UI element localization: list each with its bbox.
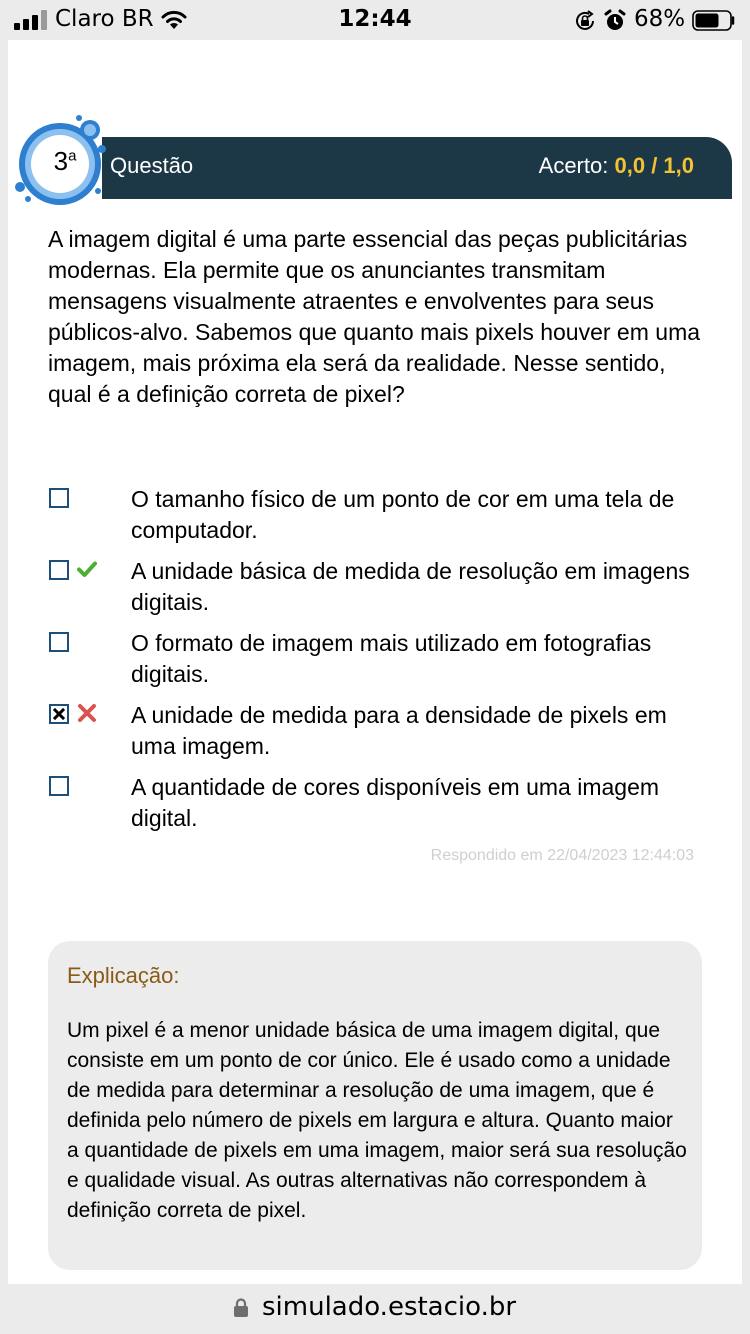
explanation-panel — [48, 941, 702, 1270]
battery-percentage: 68% — [634, 6, 686, 32]
option-text: A unidade básica de medida de resolução em imagens digitais. — [131, 558, 690, 615]
answered-timestamp: Respondido em 22/04/2023 12:44:03 — [430, 847, 694, 864]
lock-icon — [233, 1298, 249, 1318]
wrong-x-icon — [76, 702, 98, 724]
option-checkbox[interactable] — [49, 776, 69, 796]
score-value: 0,0 — [614, 153, 646, 178]
option-text: O formato de imagem mais utilizado em fotografias digitais. — [131, 630, 652, 687]
question-number: 3$^a$ — [53, 146, 77, 176]
clock-time: 12:44 — [338, 6, 412, 32]
explanation-title: Explicação: — [67, 963, 180, 988]
score-label: Acerto: — [538, 153, 609, 178]
page-content — [8, 40, 742, 1284]
correct-check-icon — [76, 558, 98, 580]
option-text: A unidade de medida para a densidade de pixels em uma imagem. — [131, 702, 667, 759]
status-bar — [0, 0, 750, 40]
alarm-icon — [604, 9, 626, 32]
option-text: O tamanho físico de um ponto de cor em uma tela de computador. — [131, 486, 675, 543]
question-label: Questão — [110, 153, 194, 178]
explanation-text: Um pixel é a menor unidade básica de uma imagem digital, que consiste em um ponto de cor único. Ele é usado como a unidade de medida para determinar a resolução de uma imagem, que é definida pelo número de pixels em largura e altura. Quanto maior a quantidade de pixels em uma imagem, maior será sua resolução e qualidade visual. As outras alternativas não correspondem à definição correta de pixel. — [67, 1019, 687, 1222]
question-header — [102, 137, 732, 199]
option-checkbox[interactable] — [49, 632, 69, 652]
score-total: / 1,0 — [651, 153, 694, 178]
option-checkbox-checked[interactable] — [49, 704, 69, 724]
browser-url-bar[interactable] — [0, 1284, 750, 1334]
checked-x-icon — [51, 706, 67, 722]
option-checkbox[interactable] — [49, 488, 69, 508]
url-text[interactable]: simulado.estacio.br — [262, 1292, 517, 1322]
option-text: A quantidade de cores disponíveis em uma imagem digital. — [131, 774, 660, 831]
battery-icon — [692, 10, 736, 31]
rotation-lock-icon — [574, 10, 596, 32]
question-number-suffix: a — [68, 147, 77, 165]
question-text: A imagem digital é uma parte essencial das peças publicitárias modernas. Ela permite que os anunciantes transmitam mensagens visualmente atraentes e envolventes para seus públicos-alvo. Sabemos que quanto mais pixels houver em uma imagem, mais próxima ela será da realidade. Nesse sentido, qual é a definição correta de pixel? — [48, 226, 701, 407]
option-checkbox[interactable] — [49, 560, 69, 580]
score — [539, 153, 694, 179]
carrier-name: Claro BR — [55, 6, 154, 32]
